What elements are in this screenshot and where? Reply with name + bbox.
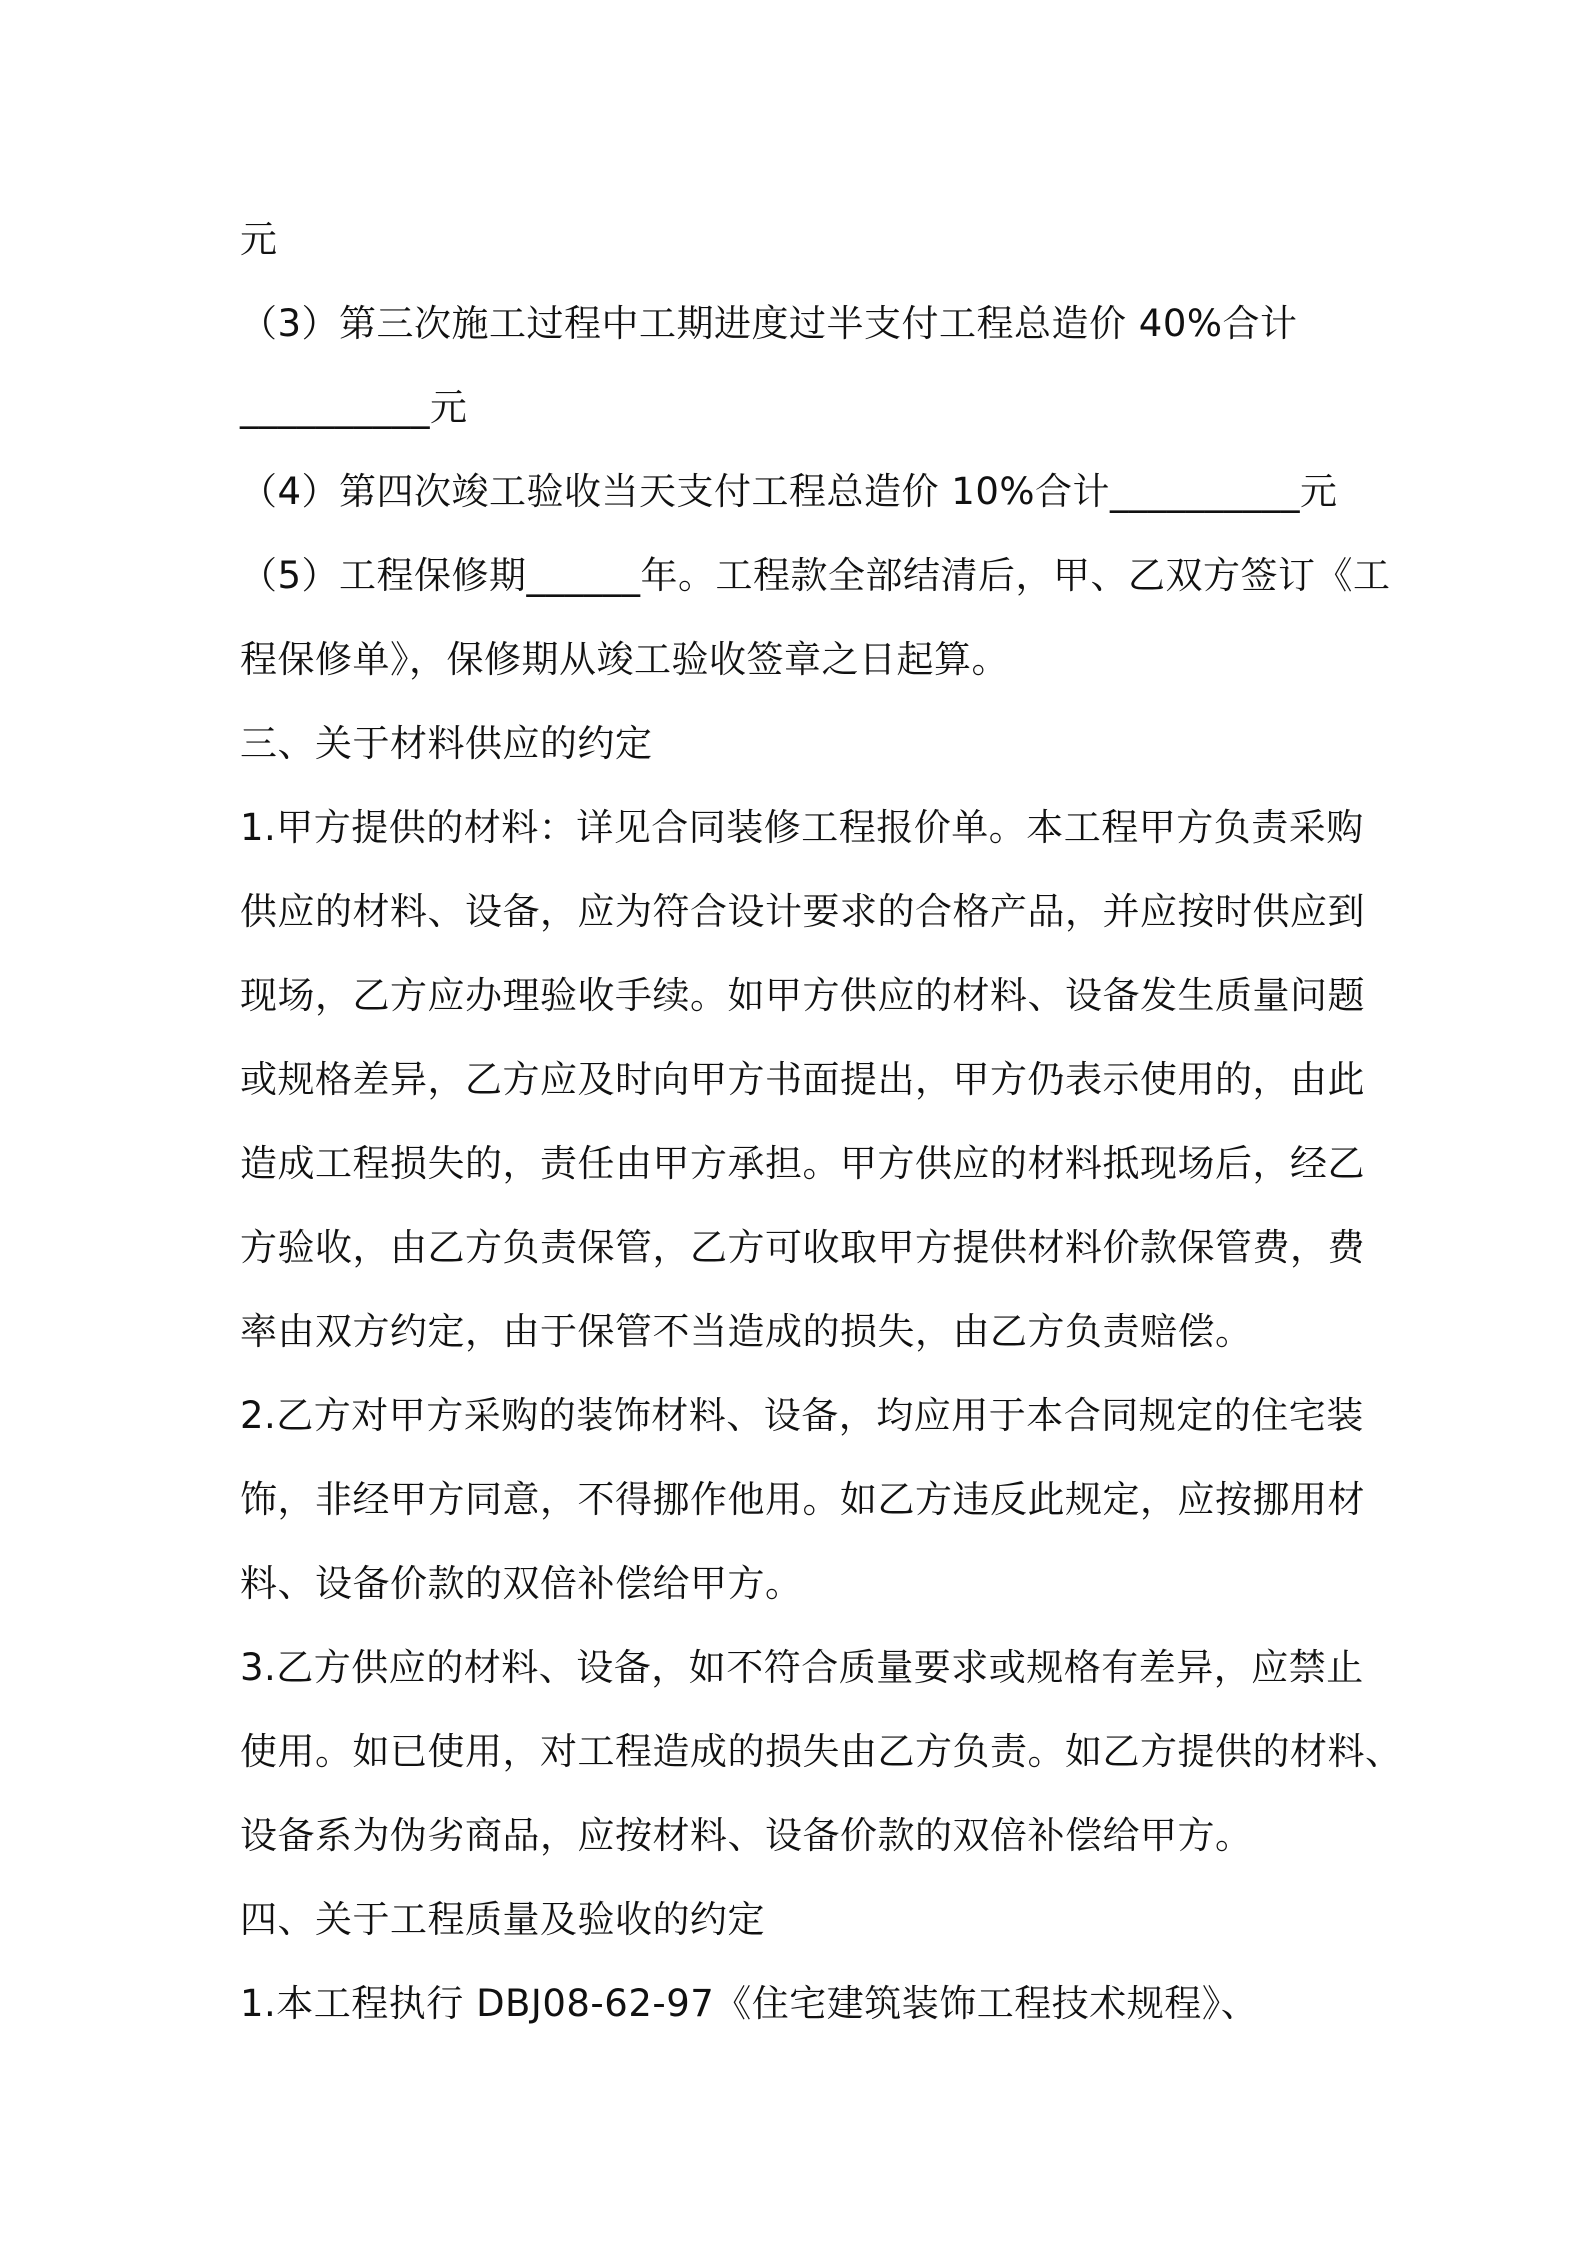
text-line: 供应的材料、设备，应为符合设计要求的合格产品，并应按时供应到 [240,890,1365,933]
text-line: 使用。如已使用，对工程造成的损失由乙方负责。如乙方提供的材料、 [240,1730,1403,1773]
section-heading-materials: 三、关于材料供应的约定 [240,722,653,765]
text-line: 造成工程损失的，责任由甲方承担。甲方供应的材料抵现场后，经乙 [240,1142,1365,1185]
text-line: 方验收，由乙方负责保管，乙方可收取甲方提供材料价款保管费，费 [240,1226,1365,1269]
text-line: 2.乙方对甲方采购的装饰材料、设备，均应用于本合同规定的住宅装 [240,1394,1364,1437]
text-line: 现场，乙方应办理验收手续。如甲方供应的材料、设备发生质量问题 [240,974,1365,1017]
text-line: __________元 [240,386,468,429]
payment-term-4-line: （4）第四次竣工验收当天支付工程总造价 10%合计__________元 [240,470,1338,513]
section-heading-quality: 四、关于工程质量及验收的约定 [240,1898,765,1941]
text-line: 3.乙方供应的材料、设备，如不符合质量要求或规格有差异，应禁止 [240,1646,1364,1689]
text-line: 或规格差异，乙方应及时向甲方书面提出，甲方仍表示使用的，由此 [240,1058,1365,1101]
payment-term-3-line: （3）第三次施工过程中工期进度过半支付工程总造价 40%合计 [240,302,1298,345]
text-line: 饰，非经甲方同意，不得挪作他用。如乙方违反此规定，应按挪用材 [240,1478,1365,1521]
text-line: 设备系为伪劣商品，应按材料、设备价款的双倍补偿给甲方。 [240,1814,1253,1857]
text-line: 1.甲方提供的材料：详见合同装修工程报价单。本工程甲方负责采购 [240,806,1364,849]
warranty-term-line: （5）工程保修期______年。工程款全部结清后，甲、乙双方签订《工 [240,554,1391,597]
text-line: 元 [240,218,278,261]
text-line: 料、设备价款的双倍补偿给甲方。 [240,1562,803,1605]
text-line: 1.本工程执行 DBJ08-62-97《住宅建筑装饰工程技术规程》、 [240,1982,1259,2025]
text-line: 程保修单》，保修期从竣工验收签章之日起算。 [240,638,1009,681]
document-body [240,198,1403,2046]
text-line: 率由双方约定，由于保管不当造成的损失，由乙方负责赔偿。 [240,1310,1253,1353]
